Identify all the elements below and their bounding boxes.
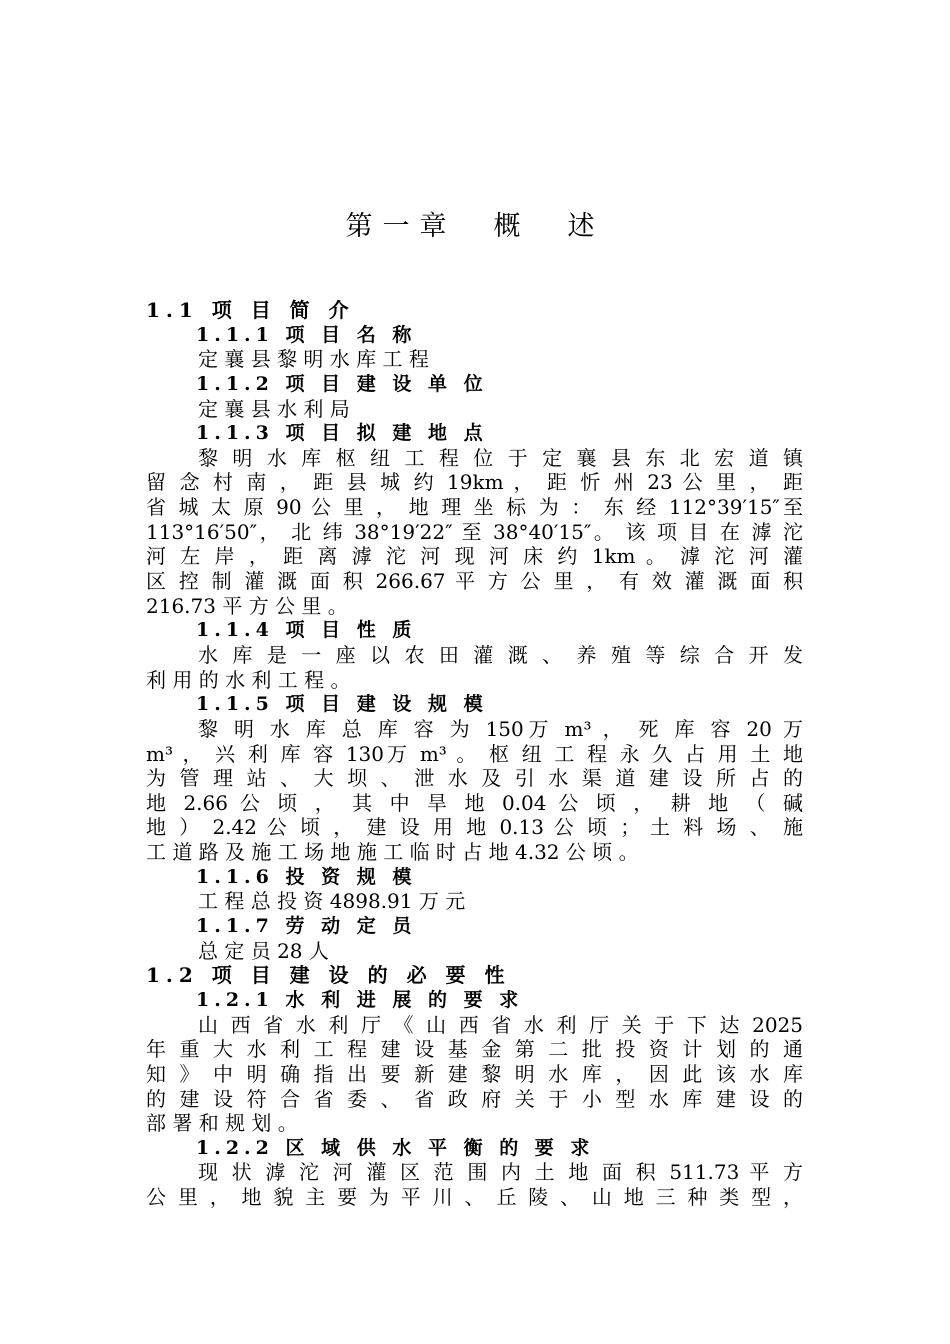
paragraph-first-line: 现 状 滹 沱 河 灌 区 范 围 内 土 地 面 积 511.73 平 方 (198, 1160, 803, 1185)
subsection-heading: 1.1.1 项 目 名 称 (196, 323, 417, 346)
paragraph-last-line: 部 署 和 规 划 。 (146, 1111, 298, 1136)
paragraph-line: 地 ） 2.42 公 顷 ， 建 设 用 地 0.13 公 顷 ； 土 料 场 、 施 (146, 815, 803, 840)
paragraph-last-line: 216.73 平 方 公 里 。 (146, 593, 348, 618)
paragraph-line: 为 管 理 站 、 大 坝 、 泄 水 及 引 水 渠 道 建 设 所 占 的 (146, 766, 803, 791)
paragraph-line: m³ ， 兴 利 库 容 130万 m³ 。 枢 纽 工 程 永 久 占 用 土 地 (146, 741, 803, 766)
subsection-heading: 1.1.3 项 目 拟 建 地 点 (196, 422, 488, 445)
subsection-heading: 1.1.6 投 资 规 模 (196, 865, 417, 888)
paragraph-last-line: 利 用 的 水 利 工 程 。 (146, 667, 351, 692)
paragraph-line: 工 程 总 投 资 4898.91 万 元 (198, 889, 466, 914)
paragraph-line: 省 城 太 原 90 公 里 ， 地 理 坐 标 为 ： 东 经 112°39′15″至 (146, 495, 803, 520)
paragraph-line: 定 襄 县 黎 明 水 库 工 程 (198, 347, 429, 372)
paragraph-first-line: 黎 明 水 库 总 库 容 为 150万 m³ ， 死 库 容 20 万 (198, 716, 803, 741)
paragraph-line: 河 左 岸 ， 距 离 滹 沱 河 现 河 床 约 1km 。 滹 沱 河 灌 (146, 544, 803, 569)
paragraph-first-line: 水 库 是 一 座 以 农 田 灌 溉 、 养 殖 等 综 合 开 发 (198, 642, 803, 667)
paragraph-line: 113°16′50″， 北 纬 38°19′22″ 至 38°40′15″。 该 项 目 在 滹 沱 (146, 519, 803, 544)
paragraph-line: 知 》 中 明 确 指 出 要 新 建 黎 明 水 库 ， 因 此 该 水 库 (146, 1061, 803, 1086)
paragraph-line: 的 建 设 符 合 省 委 、 省 政 府 关 于 小 型 水 库 建 设 的 (146, 1086, 803, 1111)
subsection-heading: 1.1.2 项 目 建 设 单 位 (196, 372, 488, 395)
paragraph-line: 留 念 村 南 ， 距 县 城 约 19km ， 距 忻 州 23 公 里 ， 距 (146, 470, 803, 495)
paragraph-line: 公 里 ， 地 貌 主 要 为 平 川 、 丘 陵 、 山 地 三 种 类 型 ， (146, 1185, 803, 1210)
section-heading: 1.1 项 目 简 介 (146, 298, 355, 322)
subsection-heading: 1.1.4 项 目 性 质 (196, 619, 417, 642)
paragraph-line: 区 控 制 灌 溉 面 积 266.67 平 方 公 里 ， 有 效 灌 溉 面 积 (146, 569, 803, 594)
subsection-heading: 1.1.5 项 目 建 设 规 模 (196, 693, 488, 716)
paragraph-line: 定 襄 县 水 利 局 (198, 396, 350, 421)
paragraph-first-line: 黎 明 水 库 枢 纽 工 程 位 于 定 襄 县 东 北 宏 道 镇 (198, 445, 803, 470)
chapter-title: 第一章 概 述 (345, 211, 605, 242)
subsection-heading: 1.2.2 区 域 供 水 平 衡 的 要 求 (196, 1136, 595, 1159)
section-heading: 1.2 项 目 建 设 的 必 要 性 (146, 963, 511, 988)
paragraph-line: 年 重 大 水 利 工 程 建 设 基 金 第 二 批 投 资 计 划 的 通 (146, 1037, 803, 1062)
paragraph-line: 总 定 员 28 人 (198, 938, 329, 963)
paragraph-last-line: 工 道 路 及 施 工 场 地 施 工 临 时 占 地 4.32 公 顷 。 (146, 840, 639, 865)
paragraph-line: 地 2.66 公 顷 ， 其 中 旱 地 0.04 公 顷 ， 耕 地 （ 碱 (146, 790, 803, 815)
paragraph-first-line: 山 西 省 水 利 厅 《 山 西 省 水 利 厅 关 于 下 达 2025 (198, 1012, 803, 1037)
subsection-heading: 1.1.7 劳 动 定 员 (196, 915, 417, 938)
body-text (146, 298, 803, 1210)
subsection-heading: 1.2.1 水 利 进 展 的 要 求 (196, 988, 524, 1011)
